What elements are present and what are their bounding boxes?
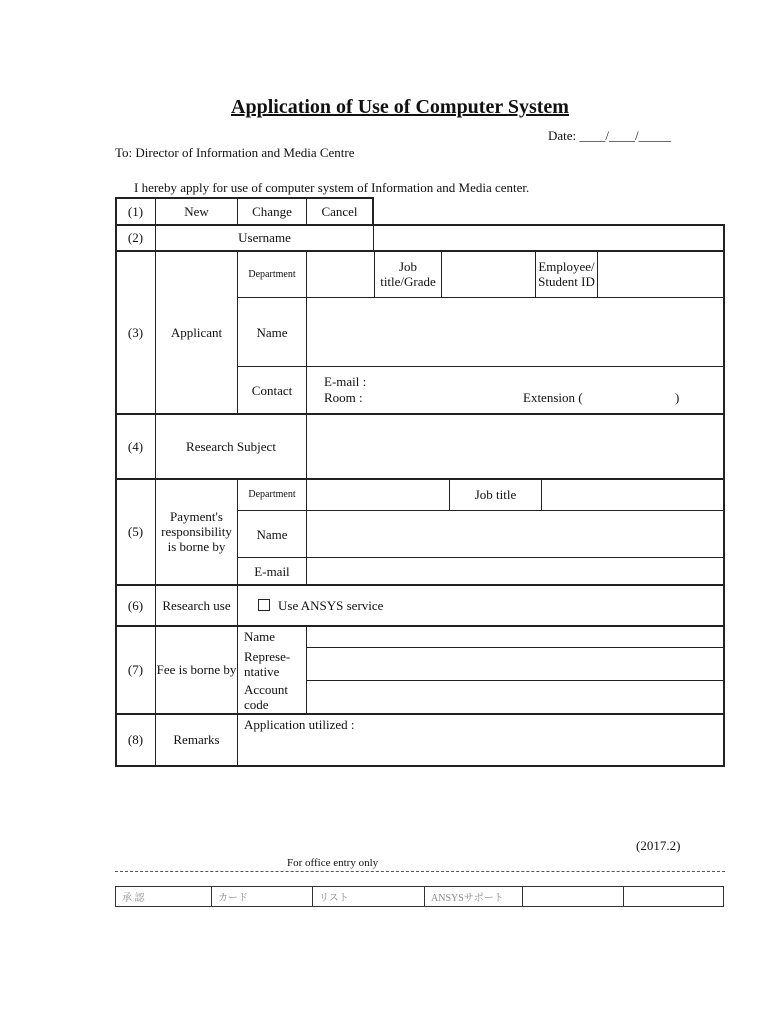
name-label: Name <box>256 526 288 542</box>
payment-responsibility-label: Payment's responsibility is borne by <box>161 509 232 554</box>
office-cell-blank <box>523 887 624 906</box>
name-label: Name <box>256 324 288 340</box>
checkbox-icon[interactable] <box>258 599 270 611</box>
username-label: Username <box>238 230 291 245</box>
dashed-divider <box>115 871 725 872</box>
office-cell-list: リスト <box>313 887 425 906</box>
contact-label: Contact <box>251 382 293 398</box>
research-subject-field[interactable] <box>307 414 722 478</box>
account-code-field[interactable] <box>307 681 722 713</box>
job-title-label: Job title <box>474 487 517 502</box>
email-label: E-mail : <box>324 374 367 389</box>
employee-id-field[interactable] <box>598 251 722 297</box>
room-label: Room : <box>324 390 363 405</box>
payer-email-field[interactable] <box>307 558 722 584</box>
department-field[interactable] <box>307 251 374 297</box>
payer-name-field[interactable] <box>307 511 722 557</box>
intro-text: I hereby apply for use of computer system of Information and Media center. <box>134 180 530 195</box>
date-line: Date: ____/____/_____ <box>548 128 672 143</box>
option-new[interactable]: New <box>184 203 209 219</box>
row-number: (4) <box>127 438 144 454</box>
row-number: (3) <box>127 324 144 340</box>
extension-label: Extension ( <box>523 390 583 405</box>
employee-id-label: Employee/ Student ID <box>538 259 595 289</box>
office-cell-card: カード <box>212 887 313 906</box>
extension-close: ) <box>675 390 680 405</box>
department-label: Department <box>248 268 296 280</box>
office-cell-ansys-support: ANSYSサポート <box>425 887 523 906</box>
payer-job-title-field[interactable] <box>542 479 722 510</box>
office-table <box>115 886 724 907</box>
job-title-field[interactable] <box>442 251 535 297</box>
job-title-label: Job title/Grade <box>380 259 436 289</box>
office-entry-label: For office entry only <box>287 857 379 869</box>
fee-name-field[interactable] <box>307 626 722 647</box>
research-use-label: Research use <box>162 597 231 613</box>
email-label: E-mail <box>254 563 290 579</box>
name-label: Name <box>244 629 276 644</box>
row-number: (1) <box>127 203 144 219</box>
research-subject-label: Research Subject <box>186 438 276 454</box>
applicant-name-field[interactable] <box>307 298 722 366</box>
row-number: (2) <box>127 230 144 245</box>
account-code-label: Account code <box>244 682 289 712</box>
row-number: (8) <box>127 732 144 747</box>
addressee-line: To: Director of Information and Media Centre <box>115 145 355 160</box>
option-change[interactable]: Change <box>252 203 292 219</box>
option-cancel[interactable]: Cancel <box>321 203 358 219</box>
ansys-option-label: Use ANSYS service <box>278 597 384 613</box>
form-version: (2017.2) <box>636 838 681 853</box>
row-number: (7) <box>127 662 144 677</box>
payer-department-field[interactable] <box>307 479 449 510</box>
office-cell-blank <box>624 887 723 906</box>
form-title: Application of Use of Computer System <box>231 96 569 118</box>
applicant-label: Applicant <box>170 324 223 340</box>
row-number: (5) <box>127 524 144 539</box>
application-utilized-label: Application utilized : <box>244 717 355 732</box>
remarks-label: Remarks <box>173 732 220 747</box>
representative-label: Represe-ntative <box>244 649 291 679</box>
office-cell-approval: 承 認 <box>116 887 212 906</box>
fee-borne-label: Fee is borne by <box>156 662 237 677</box>
department-label: Department <box>248 489 296 500</box>
ansys-option[interactable] <box>258 585 558 625</box>
username-field[interactable] <box>375 225 722 250</box>
representative-field[interactable] <box>307 648 722 680</box>
row-number: (6) <box>127 597 144 613</box>
